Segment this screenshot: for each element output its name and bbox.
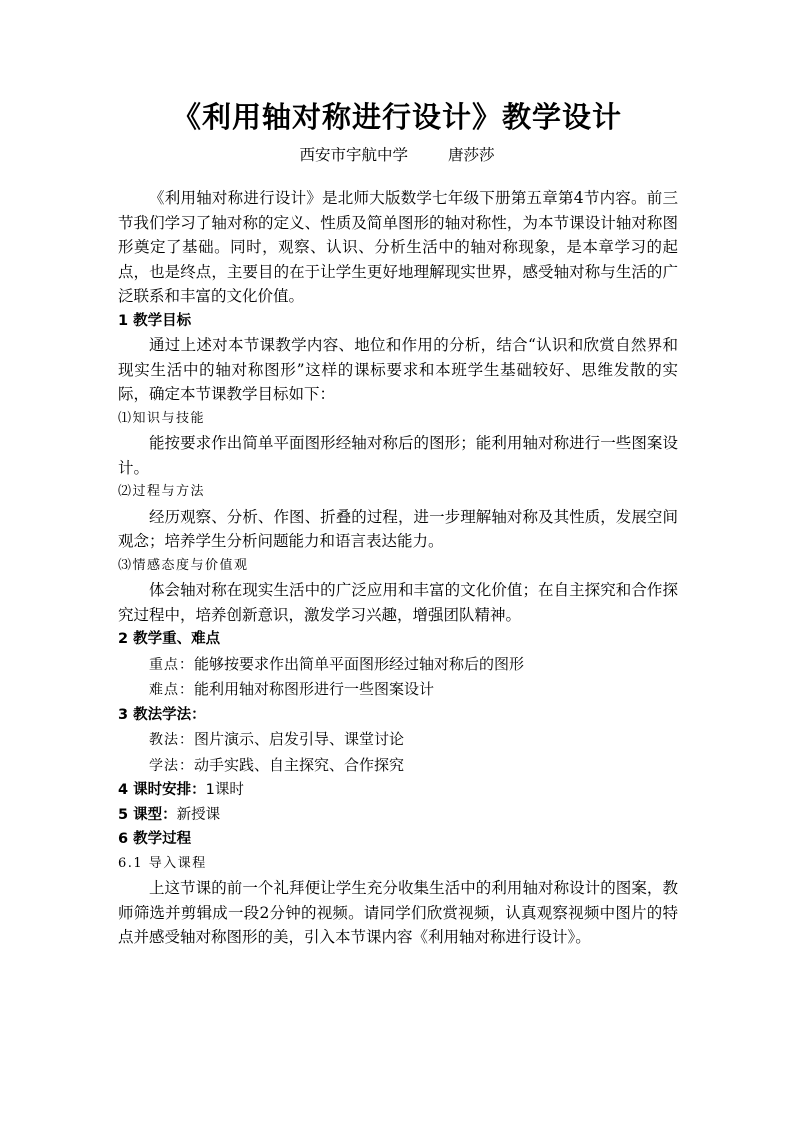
teaching-method-text: 图片演示、启发引导、课堂讨论	[194, 730, 405, 748]
goal-text-process: 经历观察、分析、作图、折叠的过程，进一步理解轴对称及其性质，发展空间观念；培养学生分析问题能力和语言表达能力。	[118, 507, 678, 550]
section-heading-objectives: 1 教学目标	[118, 312, 192, 329]
difficult-point-item	[118, 677, 678, 703]
goal-heading-knowledge: ⑴知识与技能	[118, 410, 206, 426]
section-heading-methods: 3 教法学法：	[118, 706, 206, 723]
learning-method-item	[118, 753, 678, 779]
key-point-text: 能够按要求作出简单平面图形经过轴对称后的图形	[194, 654, 525, 673]
subsection-text-intro: 上这节课的前一个礼拜便让学生充分收集生活中的利用轴对称设计的图案，教师筛选并剪辑成一段2分钟的视频。请同学们欣赏视频，认真观察视频中图片的特点并感受轴对称图形的美，引入本节课内容《利用轴对称进行设计》。	[118, 879, 678, 946]
document-body	[118, 186, 678, 950]
learning-method-label: 学法：	[149, 757, 194, 774]
author-school: 西安市宇航中学	[299, 146, 408, 164]
section-heading-process: 6 教学过程	[118, 831, 192, 847]
objectives-paragraph: 通过上述对本节课教学内容、地位和作用的分析，结合“认识和欣赏自然界和现实生活中的轴对称图形”这样的课标要求和本班学生基础较好、思维发散的实际，确定本节课教学目标如下：	[118, 336, 678, 403]
teaching-method-item	[118, 727, 678, 753]
key-point-item	[118, 652, 678, 678]
lesson-type-value: 新授课	[176, 806, 221, 823]
goal-text-attitude: 体会轴对称在现实生活中的广泛应用和丰富的文化价值；在自主探究和合作探究过程中，培养创新意识，激发学习兴趣，增强团队精神。	[118, 581, 678, 624]
schedule-value: 1课时	[205, 782, 244, 798]
difficult-point-label: 难点：	[149, 682, 194, 698]
author-name: 唐莎莎	[448, 146, 495, 164]
schedule-heading: 4 课时安排：	[118, 782, 206, 798]
section-heading-key-points: 2 教学重、难点	[118, 631, 221, 647]
teaching-method-label: 教法：	[149, 732, 194, 748]
section-lesson-type	[118, 803, 678, 828]
key-point-label: 重点：	[149, 656, 194, 673]
goal-heading-attitude: ⑶情感态度与价值观	[118, 557, 249, 573]
section-schedule	[118, 778, 678, 803]
author-line	[0, 143, 794, 165]
intro-paragraph: 《利用轴对称进行设计》是北师大版数学七年级下册第五章第4节内容。前三节我们学习了轴对称的定义、性质及简单图形的轴对称性，为本节课设计轴对称图形奠定了基础。同时，观察、认识、分析生活中的轴对称现象，是本章学习的起点，也是终点，主要目的在于让学生更好地理解现实世界，感受轴对称与生活的广泛联系和丰富的文化价值。	[118, 189, 678, 305]
goal-text-knowledge: 能按要求作出简单平面图形经轴对称后的图形；能利用轴对称进行一些图案设计。	[118, 434, 678, 477]
learning-method-text: 动手实践、自主探究、合作探究	[194, 755, 405, 774]
difficult-point-text: 能利用轴对称图形进行一些图案设计	[194, 680, 435, 698]
lesson-type-heading: 5 课型：	[118, 806, 177, 823]
subsection-heading-intro: 6.1 导入课程	[118, 855, 207, 871]
goal-heading-process: ⑵过程与方法	[118, 484, 206, 499]
document-title: 《利用轴对称进行设计》教学设计	[171, 100, 622, 134]
